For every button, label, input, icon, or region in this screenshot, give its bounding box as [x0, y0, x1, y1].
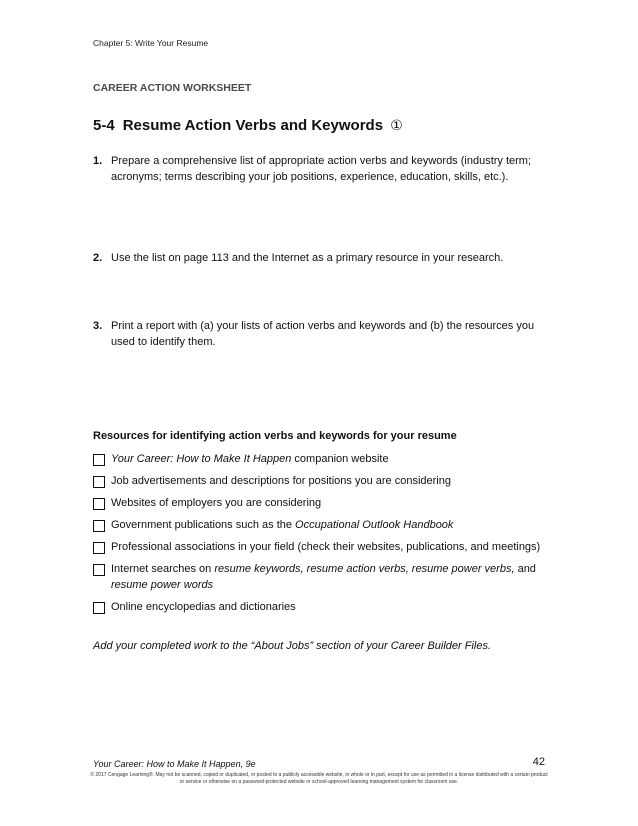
- checkbox[interactable]: [93, 564, 105, 576]
- checklist-item: [93, 539, 543, 555]
- instruction-item-2: [93, 250, 543, 266]
- worksheet-number: 5-4: [93, 117, 115, 134]
- instruction-item-1: [93, 153, 543, 185]
- checklist-text: companion website: [291, 453, 389, 465]
- checkbox[interactable]: [93, 498, 105, 510]
- checklist-text-italic: Occupational Outlook Handbook: [295, 519, 454, 531]
- checklist-text-italic: resume keywords, resume action verbs, resume power verbs,: [214, 563, 515, 575]
- checkbox[interactable]: [93, 602, 105, 614]
- footer-book-title: Your Career: How to Make It Happen, 9e: [93, 759, 256, 769]
- checklist-item: [93, 561, 543, 593]
- checklist-item: [93, 599, 543, 615]
- instruction-text: Print a report with (a) your lists of action verbs and keywords and (b) the resources you used to identify them.: [111, 320, 535, 348]
- worksheet-title-text: Resume Action Verbs and Keywords: [122, 117, 384, 134]
- checkbox[interactable]: [93, 454, 105, 466]
- copyright-notice: © 2017 Cengage Learning®. May not be scanned, copied or duplicated, or posted to a publicly accessible website, in whole or in part, except for use as permitted in a license distributed with a certain product or service or otherwise on a password-protected website or school-approved learning management system for classroom use.: [90, 772, 548, 785]
- section-label: CAREER ACTION WORKSHEET: [93, 82, 252, 94]
- instruction-text: Prepare a comprehensive list of appropriate action verbs and keywords (industry term; acronyms; terms describing your job positions, experience, education, skills, etc.).: [111, 155, 532, 183]
- checkbox[interactable]: [93, 520, 105, 532]
- checklist-text: Professional associations in your field (check their websites, publications, and meetings): [111, 541, 541, 553]
- page-number: 42: [532, 756, 545, 768]
- instruction-text: Use the list on page 113 and the Internet as a primary resource in your research.: [111, 252, 504, 264]
- worksheet-title: [93, 117, 403, 134]
- info-icon: ①: [390, 117, 403, 133]
- closing-instruction: Add your completed work to the “About Jobs” section of your Career Builder Files.: [93, 640, 492, 652]
- chapter-header: Chapter 5: Write Your Resume: [93, 38, 209, 48]
- checklist-item: [93, 517, 543, 533]
- checklist-text: and: [514, 563, 536, 575]
- instruction-item-3: [93, 318, 543, 350]
- checkbox[interactable]: [93, 542, 105, 554]
- resources-checklist: [93, 451, 543, 621]
- instruction-number: 1.: [93, 155, 103, 167]
- checklist-item: [93, 473, 543, 489]
- checklist-item: [93, 495, 543, 511]
- checklist-text: Internet searches on: [111, 563, 215, 575]
- checklist-text: Online encyclopedias and dictionaries: [111, 601, 296, 613]
- checklist-text-italic: Your Career: How to Make It Happen: [111, 453, 292, 465]
- checklist-text: Job advertisements and descriptions for positions you are considering: [111, 475, 451, 487]
- checklist-text-italic: resume power words: [111, 579, 214, 591]
- instruction-number: 3.: [93, 320, 103, 332]
- checkbox[interactable]: [93, 476, 105, 488]
- resources-heading: Resources for identifying action verbs and keywords for your resume: [93, 430, 457, 442]
- checklist-text: Government publications such as the: [111, 519, 296, 531]
- checklist-text: Websites of employers you are considering: [111, 497, 322, 509]
- instruction-number: 2.: [93, 252, 103, 264]
- checklist-item: [93, 451, 543, 467]
